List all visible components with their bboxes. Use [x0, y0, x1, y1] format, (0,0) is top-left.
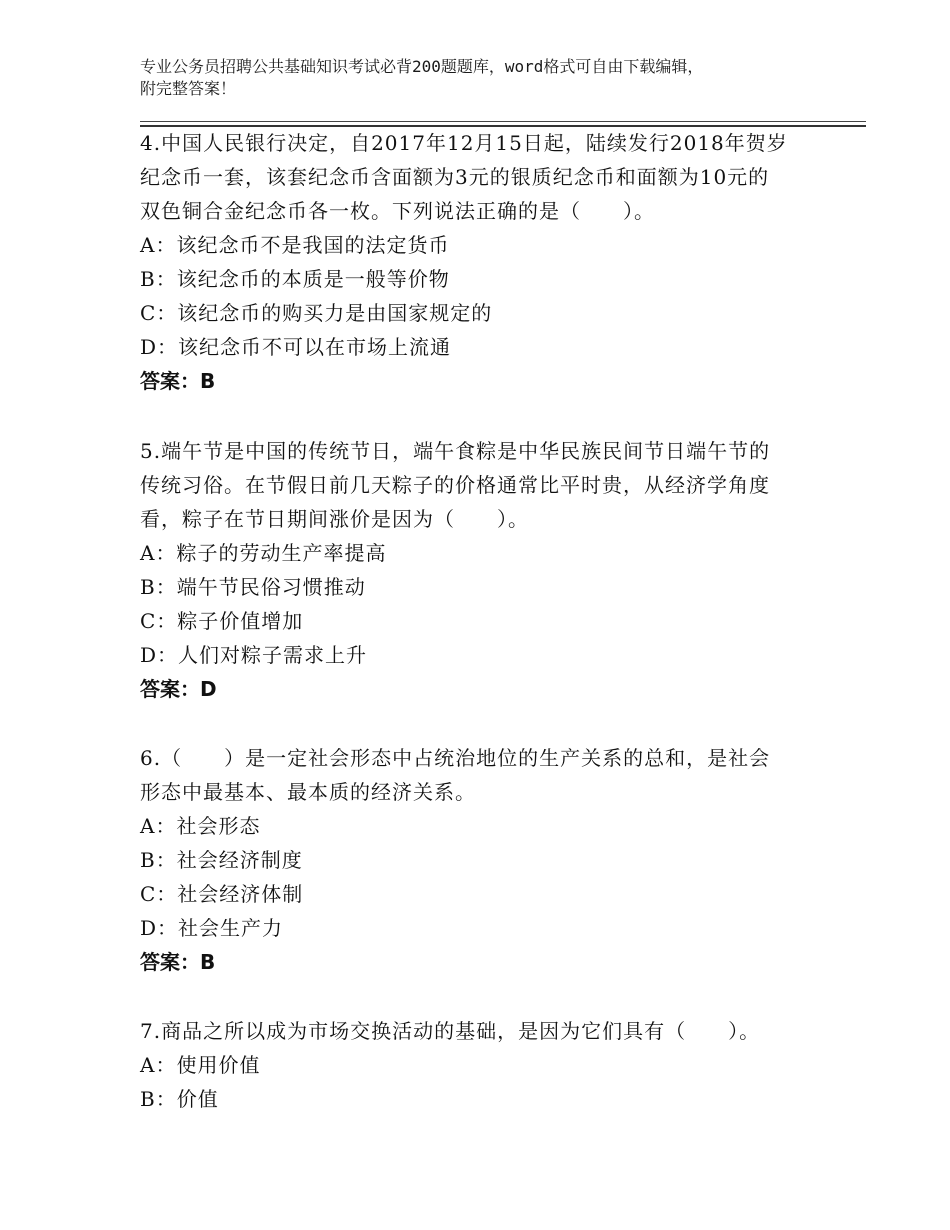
question-stem-line: 双色铜合金纪念币各一枚。下列说法正确的是（ ）。	[140, 199, 655, 223]
option-a: A：使用价值	[140, 1053, 261, 1077]
question-6	[140, 741, 820, 979]
option-c: C：社会经济体制	[140, 882, 304, 906]
option-b: B：社会经济制度	[140, 848, 303, 872]
question-stem-line: 7.商品之所以成为市场交换活动的基础，是因为它们具有（ ）。	[140, 1019, 761, 1043]
question-stem-line: 形态中最基本、最本质的经济关系。	[140, 780, 476, 804]
option-b: B：端午节民俗习惯推动	[140, 575, 366, 599]
question-stem-line: 传统习俗。在节假日前几天粽子的价格通常比平时贵，从经济学角度	[140, 473, 770, 497]
question-stem-line: 4.中国人民银行决定，自2017年12月15日起，陆续发行2018年贺岁	[140, 131, 788, 155]
question-stem-line: 看，粽子在节日期间涨价是因为（ ）。	[140, 507, 529, 531]
header-divider-thin	[140, 121, 866, 122]
question-stem-line: 6.（ ）是一定社会形态中占统治地位的生产关系的总和，是社会	[140, 746, 771, 770]
header-line-2: 附完整答案！	[140, 79, 237, 98]
question-stem-line: 5.端午节是中国的传统节日，端午食粽是中华民族民间节日端午节的	[140, 439, 771, 463]
answer-label: 答案：D	[140, 677, 217, 701]
answer-label: 答案：B	[140, 369, 216, 393]
option-d: D：人们对粽子需求上升	[140, 643, 368, 667]
option-a: A：该纪念币不是我国的法定货币	[140, 233, 450, 257]
option-d: D：社会生产力	[140, 916, 284, 940]
header-line-1: 专业公务员招聘公共基础知识考试必背200题题库，word格式可自由下载编辑，	[140, 57, 704, 76]
option-a: A：社会形态	[140, 814, 261, 838]
option-d: D：该纪念币不可以在市场上流通	[140, 335, 452, 359]
option-b: B：该纪念币的本质是一般等价物	[140, 267, 450, 291]
option-b: B：价值	[140, 1087, 219, 1111]
answer-label: 答案：B	[140, 950, 216, 974]
question-5	[140, 434, 820, 706]
question-7	[140, 1014, 820, 1116]
option-a: A：粽子的劳动生产率提高	[140, 541, 387, 565]
option-c: C：粽子价值增加	[140, 609, 304, 633]
question-stem-line: 纪念币一套，该套纪念币含面额为3元的银质纪念币和面额为10元的	[140, 165, 770, 189]
question-4	[140, 126, 820, 398]
option-c: C：该纪念币的购买力是由国家规定的	[140, 301, 493, 325]
document-header	[140, 56, 810, 100]
